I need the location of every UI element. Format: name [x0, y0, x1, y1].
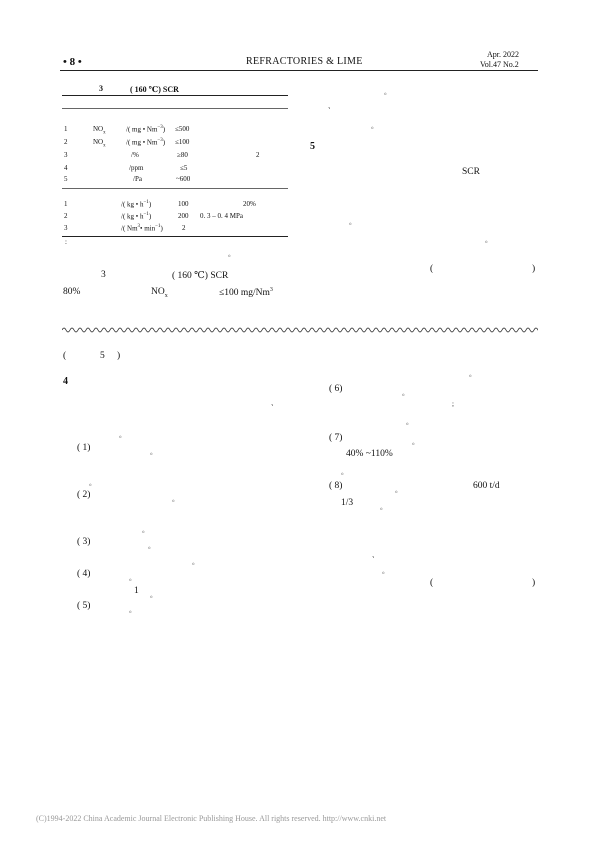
list-item-8-label: ( 8) [329, 481, 343, 491]
list-item-6-label: ( 6) [329, 384, 343, 394]
page-number: • 8 • [63, 56, 82, 68]
paren-open: ( [63, 351, 67, 361]
table-cell-unit: /% [131, 151, 139, 159]
table-cell-unit: /( Nm$^3$• $\min^{-1}$) [121, 224, 163, 233]
punct-semicolon: ; [452, 400, 454, 408]
list-item-7-label: ( 7) [329, 433, 343, 443]
load-range: 40% ~110% [346, 449, 393, 459]
table-cell-value: ~600 [176, 175, 191, 183]
table-cell-unit: /( mg • $Nm^{-3}$) [126, 138, 166, 147]
table-cell-value: ≤500 [175, 125, 190, 133]
table-cell-unit: /( kg • $h^{-1}$) [121, 212, 152, 221]
list-item-6-dot: 。 [402, 389, 409, 397]
issue-volume: Vol.47 No.2 [480, 60, 519, 69]
issue-date: Apr. 2022 [487, 50, 519, 59]
punct-dot: 。 [119, 431, 126, 439]
paren-number: 5 [100, 351, 105, 361]
list-item-3-dot: 。 [148, 542, 155, 550]
table-cell-value: ≥80 [177, 151, 188, 159]
table-cell-extra: 0. 3 – 0. 4 MPa [200, 212, 243, 220]
table-cell-no: 2 [64, 138, 68, 146]
paren-open: ( [430, 578, 434, 588]
para-scr-text: ( 160 ℃) SCR [172, 271, 229, 281]
para-limit: ≤100 mg/Nm$^3$ [219, 287, 273, 299]
list-item-5-dot: 。 [129, 606, 136, 614]
paren-close: ) [532, 578, 536, 588]
punct-dot: 。 [371, 122, 378, 130]
table-cell-no: 4 [64, 164, 68, 172]
punct-dot: 。 [384, 88, 391, 96]
fraction-value: 1/3 [341, 498, 354, 508]
list-item-4-label: ( 4) [77, 569, 91, 579]
list-item-7-dot: 。 [412, 438, 419, 446]
list-item-4-number: 1 [134, 586, 139, 596]
list-item-4-dot-2: 。 [150, 591, 157, 599]
table-bottom-rule [62, 236, 288, 237]
table-cell-no: 5 [64, 175, 68, 183]
section-4-heading: 4 [63, 376, 68, 387]
punct-comma: 、 [271, 399, 278, 407]
list-item-4-dot: 。 [129, 574, 136, 582]
list-item-2-label: ( 2) [77, 490, 91, 500]
punct-dot: 。 [192, 558, 199, 566]
table-cell-extra: 2 [256, 151, 260, 159]
table-cell-unit: /Pa [133, 175, 142, 183]
section-5-heading: 5 [310, 141, 315, 152]
list-item-5-label: ( 5) [77, 601, 91, 611]
wave-divider [62, 326, 538, 334]
table-cell-value: 200 [178, 212, 189, 220]
punct-comma: 、 [372, 551, 379, 559]
table-header-rule [62, 108, 288, 109]
table-cell-no: 2 [64, 212, 68, 220]
punct-dot: 。 [469, 370, 476, 378]
punct-dot: 。 [406, 418, 413, 426]
table-cell-item: $NO_x$ [93, 125, 106, 136]
punct-dot: 。 [382, 567, 389, 575]
table-cell-no: 3 [64, 224, 68, 232]
table-cell-unit: /ppm [129, 164, 144, 172]
para-table-ref: 3 [101, 270, 106, 280]
table-cell-extra: 20% [243, 200, 256, 208]
table-mid-rule [62, 188, 288, 189]
table-note-colon: : [65, 238, 67, 246]
table-cell-no: 1 [64, 125, 68, 133]
punct-dot: 。 [142, 526, 149, 534]
scr-label: SCR [462, 167, 480, 177]
table-cell-value: 2 [182, 224, 186, 232]
para-nox: $NO_x$ [151, 287, 168, 299]
capacity-value: 600 t/d [473, 481, 500, 491]
table-top-rule [62, 95, 288, 96]
punct-dot: 。 [341, 468, 348, 476]
copyright-footer: (C)1994-2022 China Academic Journal Electronic Publishing House. All rights reserved. http://www.cnki.net [36, 814, 387, 823]
punct-comma: 、 [328, 102, 335, 110]
table-cell-value: ≤5 [180, 164, 188, 172]
fraction-dot: 。 [380, 503, 387, 511]
table-caption-text: ( 160 ℃) SCR [130, 85, 179, 94]
header-rule [60, 70, 538, 71]
paren-open: ( [430, 264, 434, 274]
table-cell-no: 3 [64, 151, 68, 159]
punct-dot: 。 [89, 479, 96, 487]
table-cell-item: $NO_x$ [93, 138, 106, 149]
table-note-dot: 。 [228, 250, 235, 258]
paren-close: ) [117, 351, 121, 361]
list-item-1-label: ( 1) [77, 443, 91, 453]
list-item-2-dot: 。 [172, 495, 179, 503]
list-item-8-dot: 。 [395, 486, 402, 494]
paren-close: ) [532, 264, 536, 274]
table-cell-no: 1 [64, 200, 68, 208]
table-cell-value: ≤100 [175, 138, 190, 146]
punct-dot: 。 [349, 218, 356, 226]
table-caption-number: 3 [99, 84, 103, 93]
list-item-3-label: ( 3) [77, 537, 91, 547]
punct-dot: 。 [485, 236, 492, 244]
table-cell-value: 100 [178, 200, 189, 208]
list-item-1-dot: 。 [150, 448, 157, 456]
para-percent: 80% [63, 287, 81, 297]
journal-title: REFRACTORIES & LIME [246, 56, 363, 67]
table-cell-unit: /( kg • $h^{-1}$) [121, 200, 152, 209]
table-cell-unit: /( mg • $Nm^{-3}$) [126, 125, 166, 134]
